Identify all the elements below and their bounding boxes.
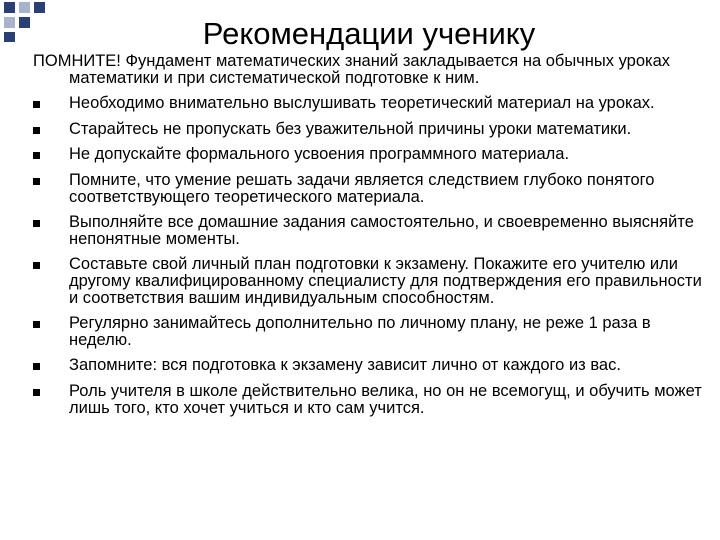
bullet-icon [33, 363, 40, 370]
list-item-text: Не допускайте формального усвоения программного материала. [69, 145, 570, 164]
list-item-text: Помните, что умение решать задачи является следствием глубоко понятого соответствующего теоретического материала. [69, 170, 655, 206]
bullet-icon [33, 262, 40, 269]
recommendation-list [33, 95, 705, 416]
list-item [33, 383, 705, 416]
slide-title: Рекомендации ученику [202, 16, 536, 51]
list-item-text: Запомните: вся подготовка к экзамену зависит лично от каждого из вас. [69, 356, 621, 375]
list-item [33, 256, 705, 306]
bullet-icon [33, 178, 40, 185]
list-item [33, 121, 705, 138]
bullet-icon [33, 101, 40, 108]
slide-content [33, 53, 705, 416]
list-item-text: Выполняйте все домашние задания самостоятельно, и своевременно выясняйте непонятные моменты. [69, 213, 694, 248]
intro-paragraph: ПОМНИТЕ! Фундамент математических знаний закладывается на обычных уроках математики и при систематической подготовке к ним. [33, 52, 671, 87]
list-item [33, 315, 705, 348]
list-item-text: Роль учителя в школе действительно велика, но он не всемогущ, и обучить может лишь того, кто хочет учиться и кто сам учится. [69, 381, 702, 417]
bullet-icon [33, 321, 40, 328]
list-item [33, 95, 705, 112]
list-item [33, 357, 705, 374]
list-item-text: Составьте свой личный план подготовки к экзамену. Покажите его учителю или другому квалифицированному специалисту для подтверждения его правильности и соответствия вашим индивидуальным способностям. [69, 255, 702, 307]
bullet-icon [33, 152, 40, 159]
list-item-text: Необходимо внимательно выслушивать теоретический материал на уроках. [69, 94, 655, 113]
bullet-icon [33, 127, 40, 134]
list-item [33, 172, 705, 205]
list-item-text: Старайтесь не пропускать без уважительной причины уроки математики. [69, 119, 632, 138]
bullet-icon [33, 220, 40, 227]
list-item [33, 214, 705, 247]
list-item-text: Регулярно занимайтесь дополнительно по личному плану, не реже 1 раза в неделю. [69, 314, 651, 349]
list-item [33, 146, 705, 163]
bullet-icon [33, 389, 40, 396]
